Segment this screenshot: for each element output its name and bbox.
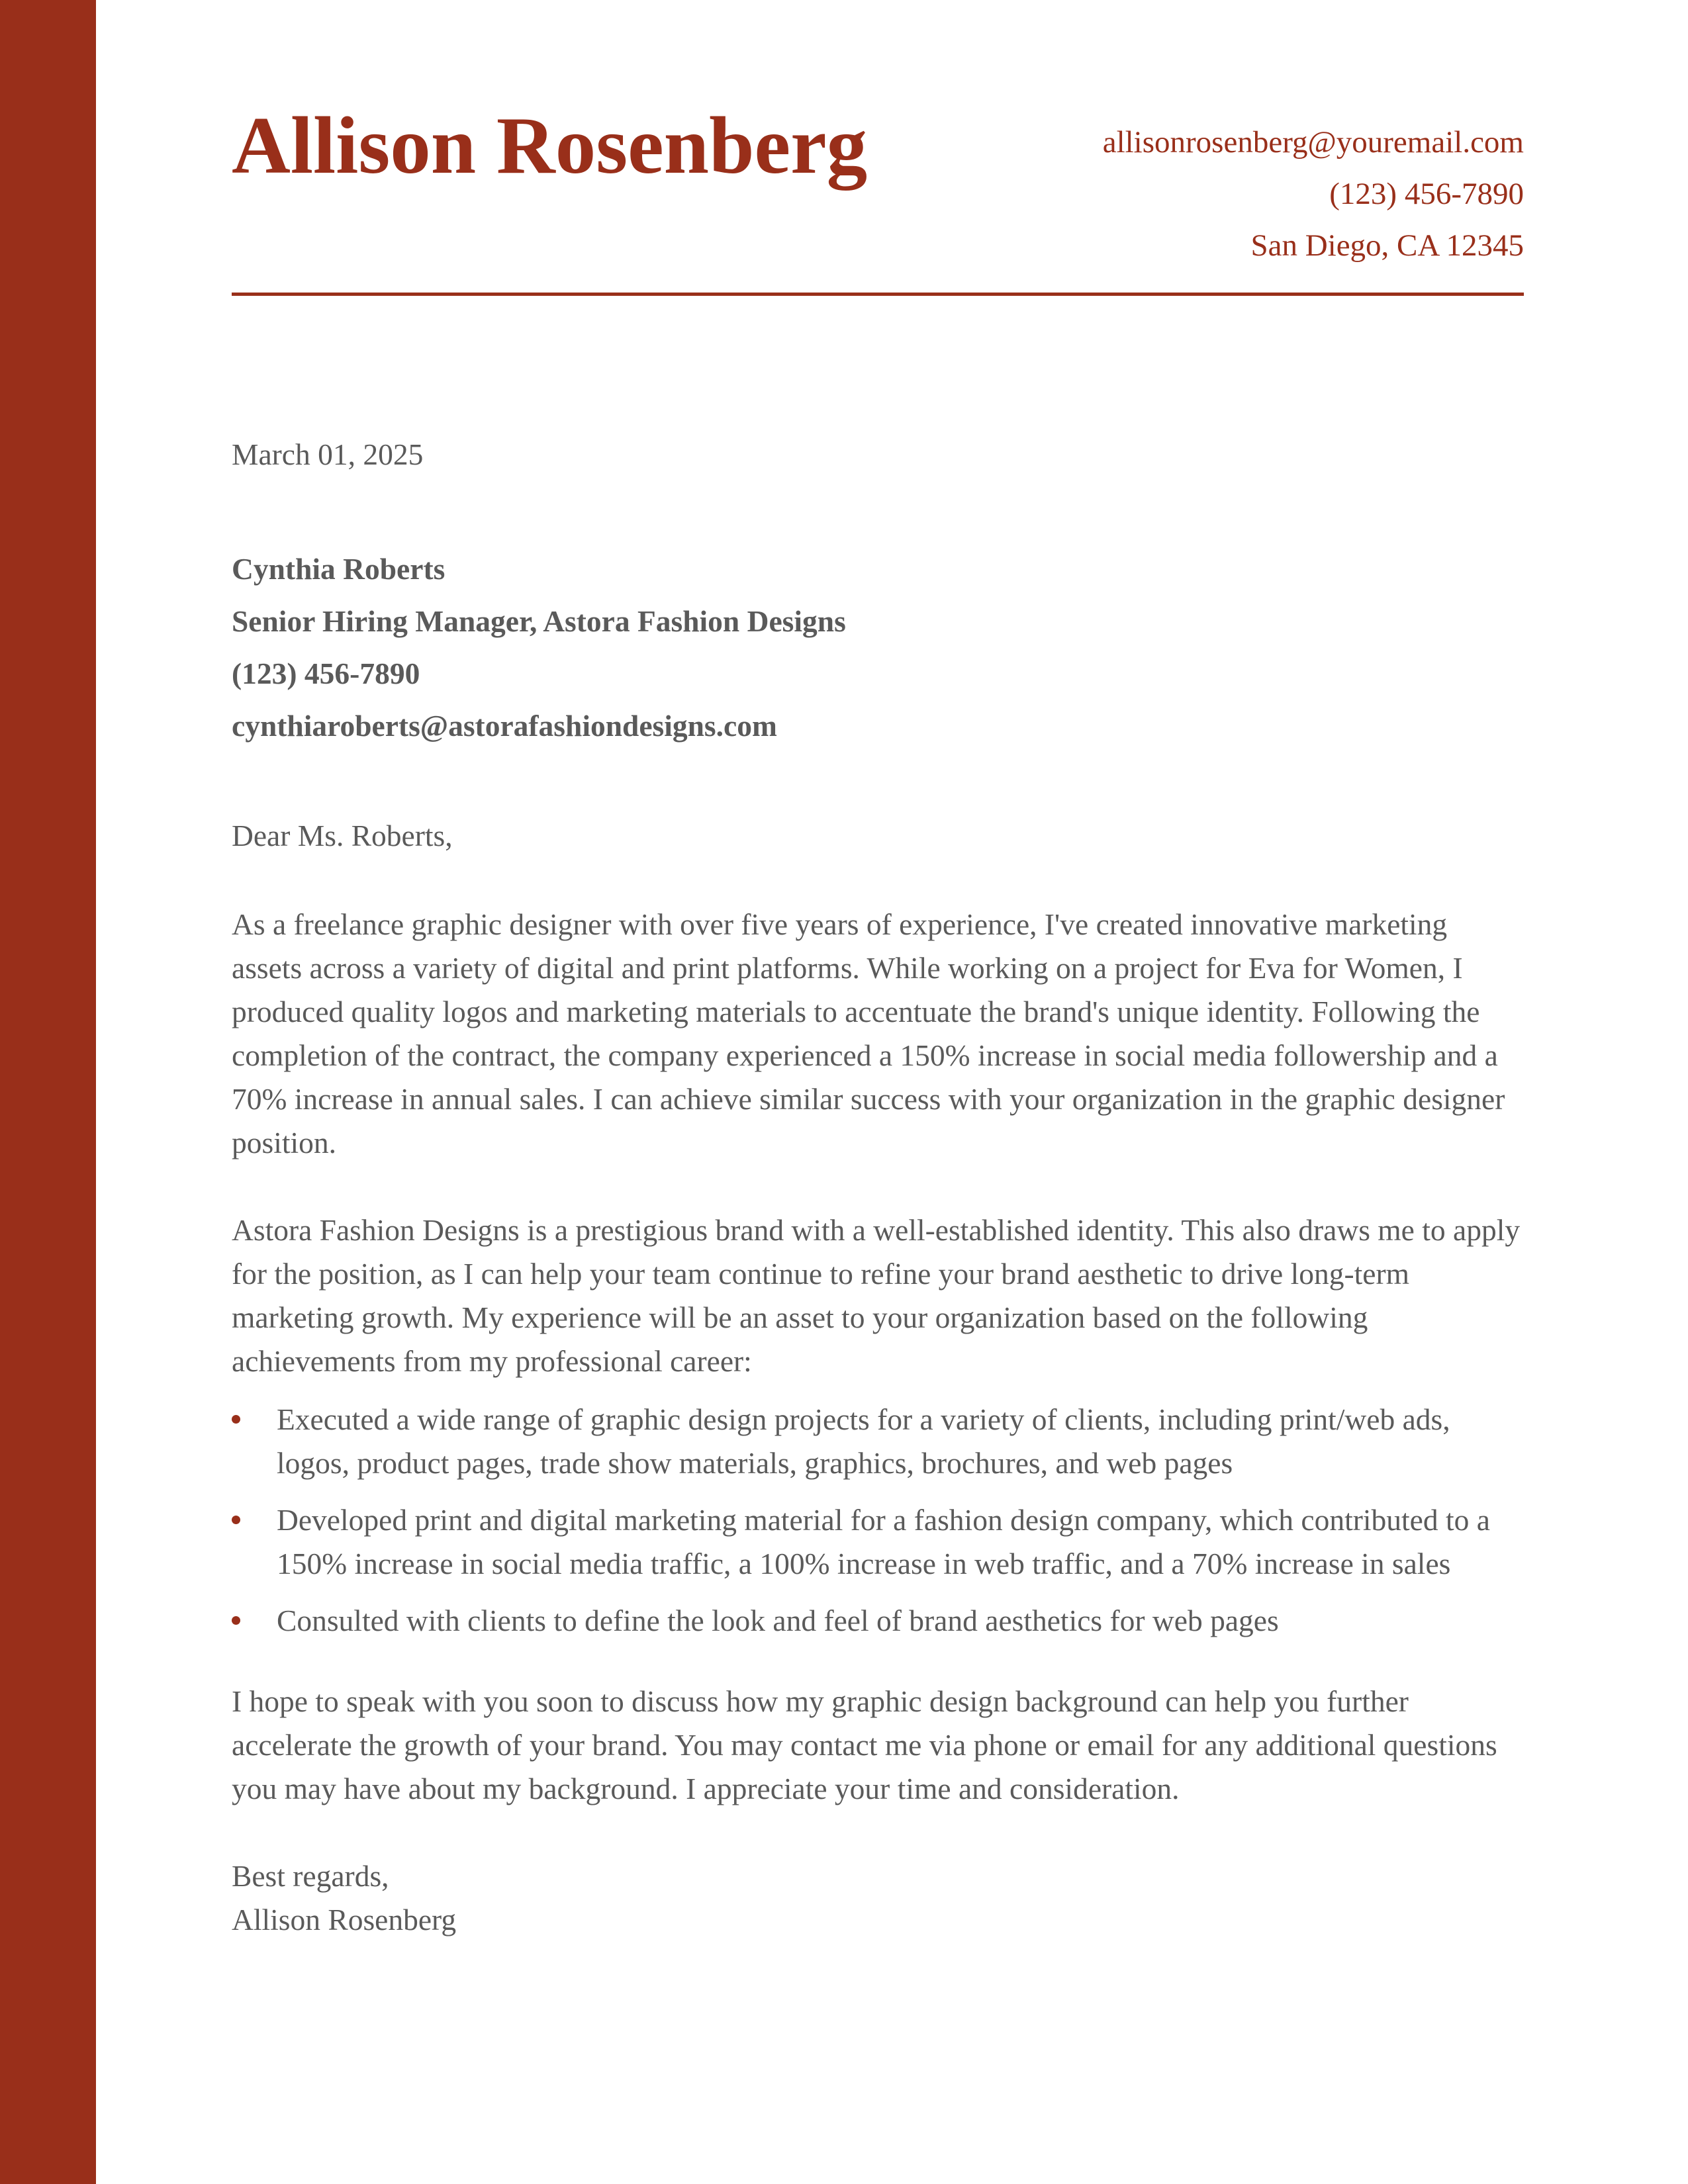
paragraph-motivation: Astora Fashion Designs is a prestigious brand with a well-established identity. This also draws me to apply for the position, as I can help your team continue to refine your brand aesthetic to drive long-term marketing growth. My experience will be an asset to your organization based on the following achievements from my professional career: xyxy=(232,1213,1521,1378)
accent-sidebar xyxy=(0,0,96,2184)
list-item-text: Developed print and digital marketing material for a fashion design company, which contributed to a 150% increase in social media traffic, a 100% increase in web traffic, and a 70% increase in sales xyxy=(277,1503,1490,1580)
recipient-name: Cynthia Roberts xyxy=(232,552,445,586)
bullet-icon xyxy=(232,1415,240,1424)
sender-location: San Diego, CA 12345 xyxy=(1250,228,1524,263)
closing-phrase: Best regards, xyxy=(232,1859,389,1893)
sender-contact xyxy=(1103,116,1524,271)
recipient-email[interactable]: cynthiaroberts@astorafashiondesigns.com xyxy=(232,709,777,743)
recipient-block xyxy=(232,543,1524,752)
list-item-text: Executed a wide range of graphic design projects for a variety of clients, including print/web ads, logos, product pages, trade show materials, graphics, brochures, and web pages xyxy=(277,1402,1450,1480)
recipient-phone[interactable]: (123) 456-7890 xyxy=(232,657,420,690)
signature-name: Allison Rosenberg xyxy=(232,1903,457,1936)
paragraph-intro: As a freelance graphic designer with over five years of experience, I've created innovative marketing assets across a variety of digital and print platforms. While working on a project for Eva for Women, I produced quality logos and marketing materials to accentuate the brand's unique identity. Following the completion of the contract, the company experienced a 150% increase in social media followership and a 70% increase in annual sales. I can achieve similar success with your organization in the graphic designer position. xyxy=(232,907,1505,1160)
letter-header xyxy=(232,0,1524,300)
salutation: Dear Ms. Roberts, xyxy=(232,819,453,852)
letter-page xyxy=(232,0,1524,1942)
list-item xyxy=(232,1599,1524,1643)
bullet-icon xyxy=(232,1516,240,1524)
list-item-text: Consulted with clients to define the look and feel of brand aesthetics for web pages xyxy=(277,1604,1279,1637)
letter-date: March 01, 2025 xyxy=(232,437,424,471)
sender-email[interactable]: allisonrosenberg@youremail.com xyxy=(1102,125,1524,159)
sign-off xyxy=(232,1854,1524,1942)
header-divider xyxy=(232,293,1524,296)
list-item xyxy=(232,1398,1524,1485)
sender-phone[interactable]: (123) 456-7890 xyxy=(1329,177,1524,211)
bullet-icon xyxy=(232,1616,240,1625)
letter-body xyxy=(232,433,1524,1942)
recipient-title: Senior Hiring Manager, Astora Fashion Designs xyxy=(232,604,846,638)
achievement-list xyxy=(232,1398,1524,1643)
list-item xyxy=(232,1498,1524,1586)
paragraph-closing: I hope to speak with you soon to discuss how my graphic design background can help you further accelerate the growth of your brand. You may contact me via phone or email for any additional questions you may have about my background. I appreciate your time and consideration. xyxy=(232,1684,1497,1805)
sender-name: Allison Rosenberg xyxy=(232,100,868,191)
